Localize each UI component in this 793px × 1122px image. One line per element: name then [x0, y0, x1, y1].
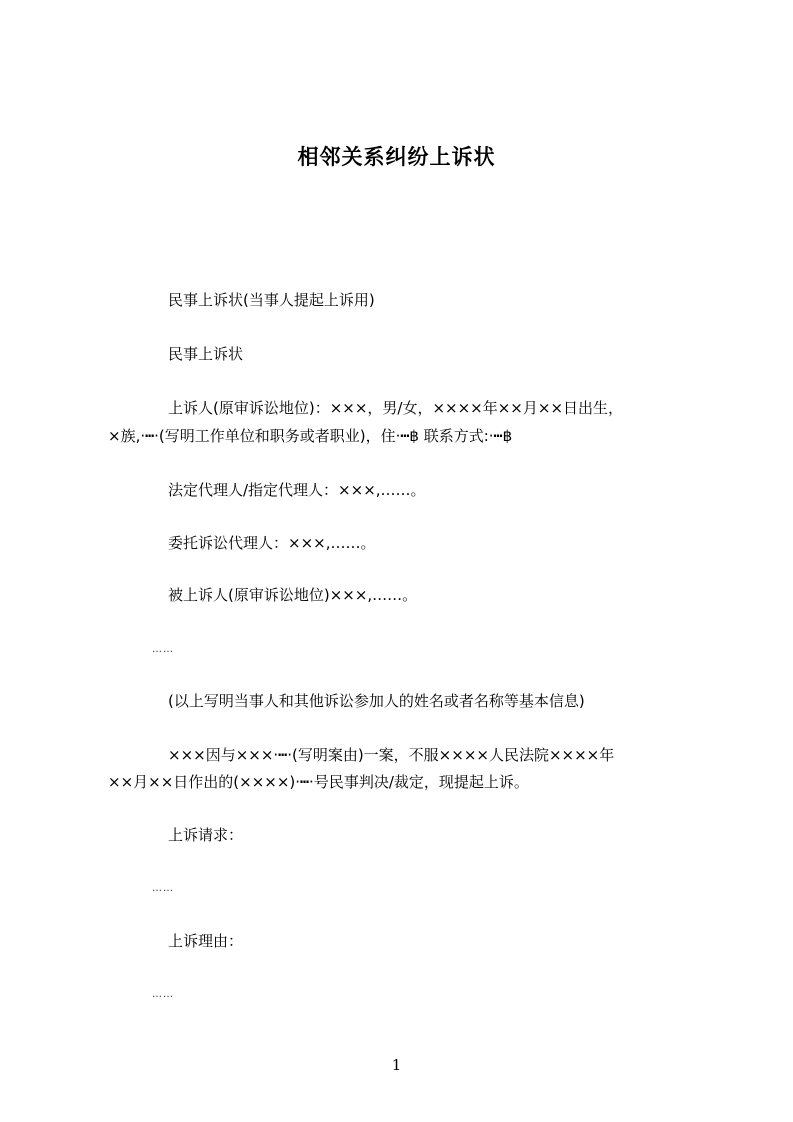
paragraph-entrusted-agent: 委托诉讼代理人：×××,……。 — [168, 534, 376, 552]
page-number: 1 — [391, 1056, 402, 1074]
paragraph-appeal-reasons: 上诉理由： — [168, 932, 244, 950]
paragraph-appeal-form-heading: 民事上诉状(当事人提起上诉用) — [168, 291, 375, 309]
paragraph-appeal-title: 民事上诉状 — [168, 345, 244, 363]
paragraph-case-line2: ××月××日作出的(××××)·┅·号民事判决/裁定，现提起上诉。 — [108, 773, 529, 791]
paragraph-appellant-line2: ×族,·┅·(写明工作单位和职务或者职业)，住·┅฿ 联系方式:·┅฿ — [108, 427, 513, 445]
paragraph-appeal-requests: 上诉请求： — [168, 826, 244, 844]
paragraph-case-line1: ×××因与×××·┅·(写明案由)一案，不服××××人民法院××××年 — [168, 746, 615, 764]
paragraph-legal-agent: 法定代理人/指定代理人：×××,……。 — [168, 481, 426, 499]
ellipsis-placeholder: …… — [152, 644, 174, 655]
ellipsis-placeholder: …… — [152, 883, 174, 894]
document-title: 相邻关系纠纷上诉状 — [297, 145, 496, 169]
ellipsis-placeholder: …… — [152, 989, 174, 1000]
paragraph-party-info-note: (以上写明当事人和其他诉讼参加人的姓名或者名称等基本信息) — [168, 692, 585, 710]
paragraph-appellant-line1: 上诉人(原审诉讼地位)：×××，男/女，××××年××月××日出生， — [168, 399, 624, 417]
paragraph-appellee: 被上诉人(原审诉讼地位)×××,……。 — [168, 586, 418, 604]
